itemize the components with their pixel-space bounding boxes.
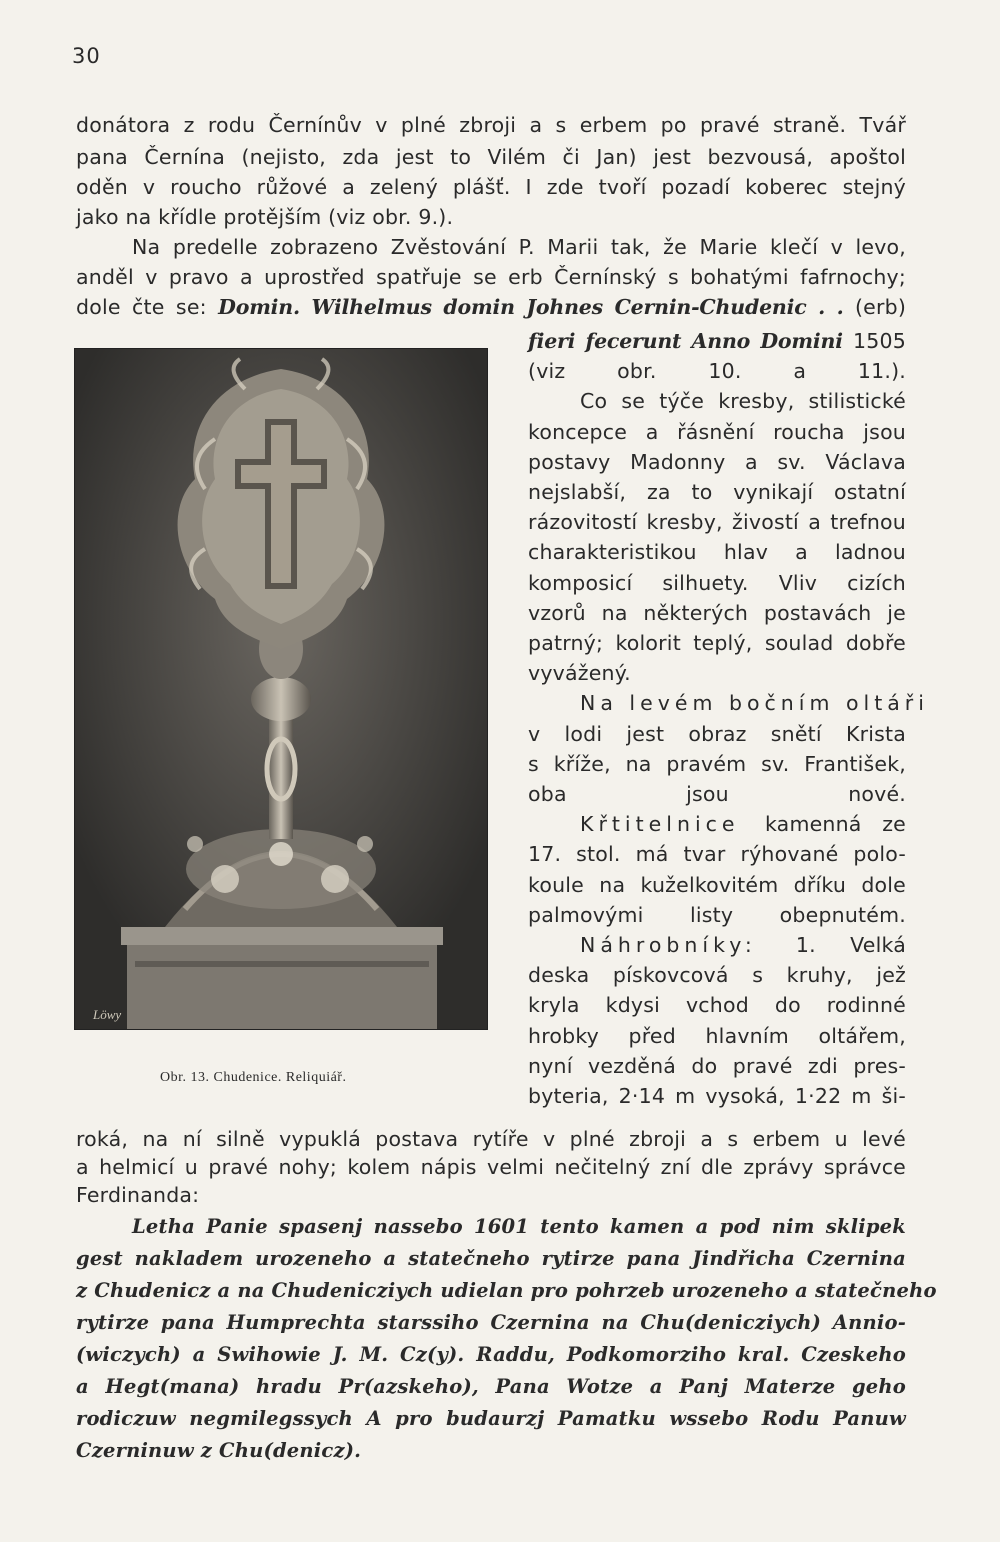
- body-line: donátora z rodu Černínův v plné zbroji a s erbem po pravé straně. Tvář: [76, 113, 906, 137]
- photo-signature: Löwy: [93, 1007, 122, 1022]
- inscription-block-line: Czerninuw z Chu(denicz).: [76, 1439, 362, 1462]
- line-text: nyní vezděná do pravé zdi pres-: [528, 1054, 906, 1078]
- line-text: charakteristikou hlav a ladnou: [528, 540, 906, 564]
- right-column-line: [528, 1081, 906, 1111]
- line-text: palmovými listy obepnutém.: [528, 903, 906, 927]
- right-column-line: [528, 598, 906, 628]
- inscription-block-line: (wiczych) a Swihowie J. M. Cz(y). Raddu, Podkomorziho kral. Czeskeho: [76, 1343, 906, 1366]
- line-text: Co se týče kresby, stilistické: [580, 389, 906, 413]
- right-column-line: [528, 900, 906, 930]
- right-column-line: [528, 960, 906, 990]
- right-column-line: [528, 326, 906, 356]
- line-text: 1. Velká: [795, 933, 906, 957]
- inscription-suffix: (erb): [854, 295, 907, 319]
- body-line: a helmicí u pravé nohy; kolem nápis velmi nečitelný zní dle zprávy správce: [76, 1155, 906, 1179]
- reliquary-photo: [74, 348, 488, 1030]
- line-text: deska pískovcová s kruhy, jež: [528, 963, 906, 987]
- right-column-line: [528, 447, 906, 477]
- figure-caption: Obr. 13. Chudenice. Reliquiář.: [160, 1070, 347, 1085]
- right-column-line: [528, 779, 906, 809]
- right-column-line: [528, 688, 929, 718]
- right-column-line: [528, 417, 906, 447]
- inscription-blackletter: Domin. Wilhelmus domin Johnes Cernin-Chudenic . .: [218, 295, 844, 319]
- right-column-line: [528, 507, 906, 537]
- right-column-line: [528, 809, 906, 839]
- right-column-line: [528, 1051, 906, 1081]
- right-column-line: [528, 930, 906, 960]
- line-text: vyvážený.: [528, 661, 631, 685]
- line-text: oba jsou nové.: [528, 782, 906, 806]
- right-column-line: [528, 1021, 906, 1051]
- body-line: anděl v pravo a uprostřed spatřuje se erb Černínský s bohatými fafrnochy;: [76, 265, 906, 289]
- body-line: oděn v roucho růžové a zelený plášť. I zde tvoří pozadí koberec stejný: [76, 175, 906, 199]
- line-text: (viz obr. 10. a 11.).: [528, 359, 906, 383]
- line-text: postavy Madonny a sv. Václava: [528, 450, 906, 474]
- line-text: kamenná ze: [764, 812, 906, 836]
- right-column-line: [528, 628, 906, 658]
- line-text: patrný; kolorit teplý, soulad dobře: [528, 631, 906, 655]
- line-text: 1505: [853, 329, 906, 353]
- line-text: komposicí silhuety. Vliv cizích: [528, 571, 906, 595]
- body-line: pana Černína (nejisto, zda jest to Vilém či Jan) jest bezvousá, apoštol: [76, 145, 906, 169]
- inscription-prefix: dole čte se:: [76, 295, 207, 319]
- inscription-line: [76, 292, 906, 322]
- right-column-line: [528, 537, 906, 567]
- right-column-line: [528, 719, 906, 749]
- line-text: s kříže, na pravém sv. František,: [528, 752, 906, 776]
- inscription-block-line: gest nakladem urozeneho a statečneho rytirze pana Jindřicha Czernina: [76, 1247, 906, 1270]
- spaced-heading: Na levém bočním oltáři: [580, 691, 929, 715]
- body-line: jako na křídle protějším (viz obr. 9.).: [76, 205, 454, 229]
- inscription-block-line: a Hegt(mana) hradu Pr(azskeho), Pana Wotze a Panj Materze geho: [76, 1375, 906, 1398]
- line-text: koncepce a řásnění roucha jsou: [528, 420, 906, 444]
- right-column-line: [528, 749, 906, 779]
- right-column-line: [528, 568, 906, 598]
- line-text: 17. stol. má tvar rýhované polo-: [528, 842, 906, 866]
- right-column-line: [528, 477, 906, 507]
- line-text: rázovitostí kresby, živostí a trefnou: [528, 510, 906, 534]
- right-column-line: [528, 356, 906, 386]
- line-text: kryla kdysi vchod do rodinné: [528, 993, 906, 1017]
- right-column-line: [528, 870, 906, 900]
- inscription-block-line: rytirze pana Humprechta starssiho Czernina na Chu(denicziych) Annio-: [76, 1311, 906, 1334]
- right-column-line: [528, 839, 906, 869]
- line-text: koule na kuželkovitém dříku dole: [528, 873, 906, 897]
- inscription-block-line: rodiczuw negmilegssych A pro budaurzj Pamatku wssebo Rodu Panuw: [76, 1407, 906, 1430]
- right-column-line: [528, 386, 906, 416]
- right-column-line: [528, 658, 906, 688]
- inscription-blackletter: fieri fecerunt Anno Domini: [528, 329, 854, 353]
- right-column-line: [528, 990, 906, 1020]
- inscription-block-line: Letha Panie spasenj nassebo 1601 tento kamen a pod nim sklipek: [132, 1215, 906, 1238]
- line-text: v lodi jest obraz snětí Krista: [528, 722, 906, 746]
- body-line: roká, na ní silně vypuklá postava rytíře v plné zbroji a s erbem u levé: [76, 1127, 906, 1151]
- inscription-block-line: z Chudenicz a na Chudenicziych udielan pro pohrzeb urozeneho a statečneho: [76, 1279, 937, 1302]
- spaced-heading: Náhrobníky:: [580, 933, 796, 957]
- line-text: nejslabší, za to vynikají ostatní: [528, 480, 906, 504]
- line-text: hrobky před hlavním oltářem,: [528, 1024, 906, 1048]
- body-line: Na predelle zobrazeno Zvěstování P. Marii tak, že Marie klečí v levo,: [132, 235, 906, 259]
- spaced-heading: Křtitelnice: [580, 812, 765, 836]
- line-text: vzorů na některých postavách je: [528, 601, 906, 625]
- body-line: Ferdinanda:: [76, 1183, 200, 1207]
- page-number: 30: [72, 44, 101, 68]
- line-text: byteria, 2·14 m vysoká, 1·22 m ši-: [528, 1084, 906, 1108]
